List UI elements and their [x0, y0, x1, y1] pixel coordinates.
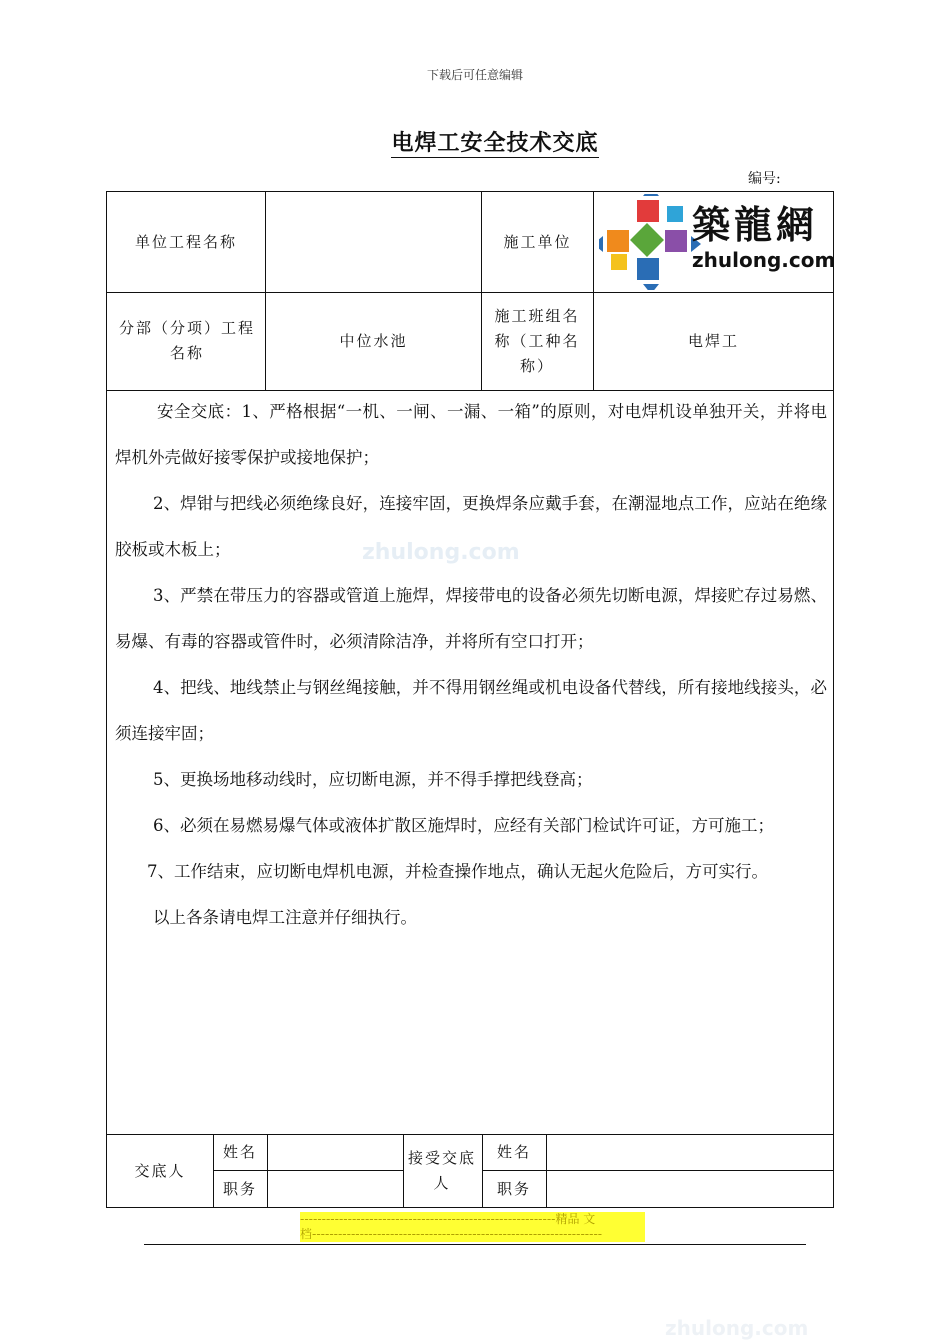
content-paragraph: 以上各条请电焊工注意并仔细执行。	[153, 908, 417, 927]
footer-highlight-line2: 档-------------------------------------------------------------------	[300, 1227, 603, 1241]
disclosure-content	[115, 389, 827, 941]
receiver-label: 接受交底人	[407, 1149, 476, 1192]
team-label: 施工班组名称（工种名称）	[494, 306, 580, 375]
sub-project-label: 分部（分项）工程名称	[118, 319, 255, 362]
logo-url: zhulong.com	[692, 248, 836, 272]
content-paragraph: 安全交底：1、严格根据“一机、一闸、一漏、一箱”的原则，对电焊机设单独开关，并将电焊机外壳做好接零保护或接地保护；	[115, 402, 827, 467]
unit-project-value[interactable]	[266, 192, 481, 292]
content-paragraph: 3、严禁在带压力的容器或管道上施焊，焊接带电的设备必须先切断电源，焊接贮存过易燃、易爆、有毒的容器或管件时，必须清除洁净，并将所有空口打开；	[115, 586, 827, 651]
content-paragraph: 2、焊钳与把线必须绝缘良好，连接牢固，更换焊条应戴手套，在潮湿地点工作，应站在绝缘胶板或木板上；	[115, 494, 827, 559]
giver-label: 交底人	[134, 1161, 186, 1180]
unit-project-label: 单位工程名称	[134, 232, 237, 251]
watermark: zhulong.com	[362, 540, 520, 565]
team-value: 电焊工	[687, 331, 739, 350]
giver-position-field[interactable]	[267, 1170, 403, 1208]
sub-project-value: 中位水池	[339, 331, 408, 350]
giver-position-label: 职务	[222, 1179, 257, 1198]
top-note: 下载后可任意编辑	[426, 68, 523, 82]
receiver-position-label: 职务	[496, 1179, 531, 1198]
content-paragraph: 7、工作结束，应切断电焊机电源，并检查操作地点，确认无起火危险后，方可实行。	[147, 862, 768, 881]
receiver-name-field[interactable]	[546, 1134, 833, 1170]
giver-name-field[interactable]	[267, 1134, 403, 1170]
logo-name: 築龍網	[692, 203, 819, 247]
document-title: 电焊工安全技术交底	[391, 130, 599, 156]
disclosure-table	[106, 191, 834, 1208]
content-paragraph: 6、必须在易燃易爆气体或液体扩散区施焊时，应经有关部门检试许可证，方可施工；	[153, 816, 774, 835]
content-paragraph: 4、把线、地线禁止与钢丝绳接触，并不得用钢丝绳或机电设备代替线，所有接地线接头，必须连接牢固；	[115, 678, 827, 743]
construction-unit-label: 施工单位	[503, 232, 572, 251]
bottom-watermark: zhulong.com	[665, 1316, 809, 1340]
content-paragraph: 5、更换场地移动线时，应切断电源，并不得手撑把线登高；	[153, 770, 593, 789]
footer-highlight	[300, 1212, 645, 1242]
footer-divider	[144, 1244, 806, 1245]
zhulong-logo	[594, 192, 836, 292]
receiver-name-label: 姓名	[496, 1142, 531, 1161]
receiver-position-field[interactable]	[546, 1170, 833, 1208]
giver-name-label: 姓名	[222, 1142, 257, 1161]
number-label: 编号:	[748, 171, 781, 187]
footer-highlight-line1: -----------------------------------------------------------精品 文	[300, 1212, 596, 1226]
